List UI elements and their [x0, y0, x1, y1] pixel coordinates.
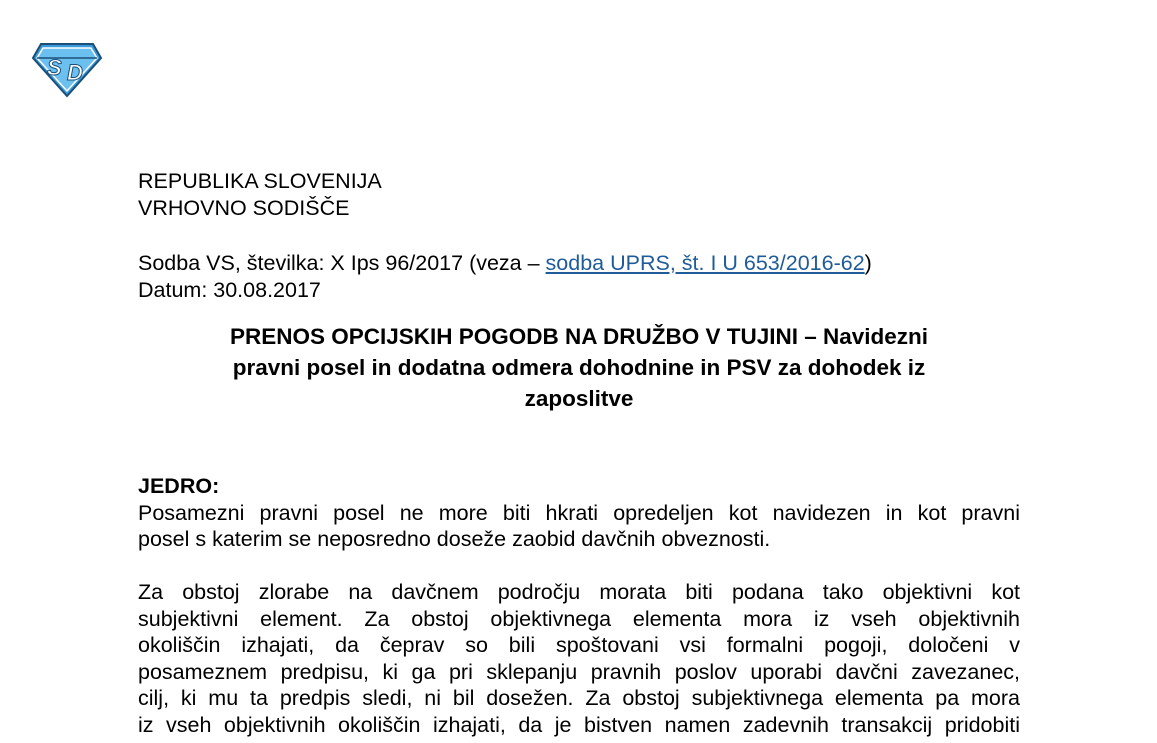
- paragraph-line: iz vseh objektivnih okoliščin izhajati, da je bistven namen zadevnih transakcij pridobiti: [138, 712, 1020, 737]
- paragraph-1: [138, 500, 1020, 553]
- paragraph-line: posel s katerim se neposredno doseže zaobid davčnih obveznosti.: [138, 527, 771, 551]
- case-suffix: ): [864, 251, 872, 275]
- court-name-line2: VRHOVNO SODIŠČE: [138, 195, 350, 220]
- svg-text:S: S: [47, 55, 62, 80]
- document-title: [138, 321, 1020, 414]
- svg-text:D: D: [67, 60, 83, 85]
- case-date: Datum: 30.08.2017: [138, 277, 321, 302]
- paragraph-2: [138, 579, 1020, 738]
- paragraph-line: posameznem predpisu, ki ga pri sklepanju pravnih poslov uporabi davčni zavezanec,: [138, 659, 1020, 684]
- case-reference: [138, 250, 1020, 277]
- paragraph-line: Posamezni pravni posel ne more biti hkrati opredeljen kot navidezen in kot pravni: [138, 500, 1020, 525]
- title-line: pravni posel in dodatna odmera dohodnine in PSV za dohodek iz: [232, 355, 926, 380]
- document-body: [138, 168, 1020, 738]
- section-heading-jedro: JEDRO:: [138, 474, 220, 498]
- court-name-line1: REPUBLIKA SLOVENIJA: [138, 169, 382, 193]
- sd-diamond-logo-icon: [31, 40, 103, 98]
- case-prefix: Sodba VS, številka: X Ips 96/2017 (veza –: [138, 251, 546, 275]
- title-line: zaposlitve: [524, 386, 634, 411]
- paragraph-line: Za obstoj zlorabe na davčnem področju morata biti podana tako objektivni kot: [138, 580, 1020, 604]
- paragraph-line: okoliščin izhajati, da čeprav so bili spoštovani vsi formalni pogoji, določeni v: [138, 633, 1020, 657]
- related-case-link[interactable]: sodba UPRS, št. I U 653/2016-62: [545, 251, 865, 275]
- title-line: PRENOS OPCIJSKIH POGODB NA DRUŽBO V TUJINI – Navidezni: [229, 324, 929, 349]
- paragraph-line: cilj, ki mu ta predpis sledi, ni bil dosežen. Za obstoj subjektivnega elementa pa mora: [138, 686, 1020, 710]
- paragraph-line: subjektivni element. Za obstoj objektivnega elementa mora iz vseh objektivnih: [138, 606, 1020, 631]
